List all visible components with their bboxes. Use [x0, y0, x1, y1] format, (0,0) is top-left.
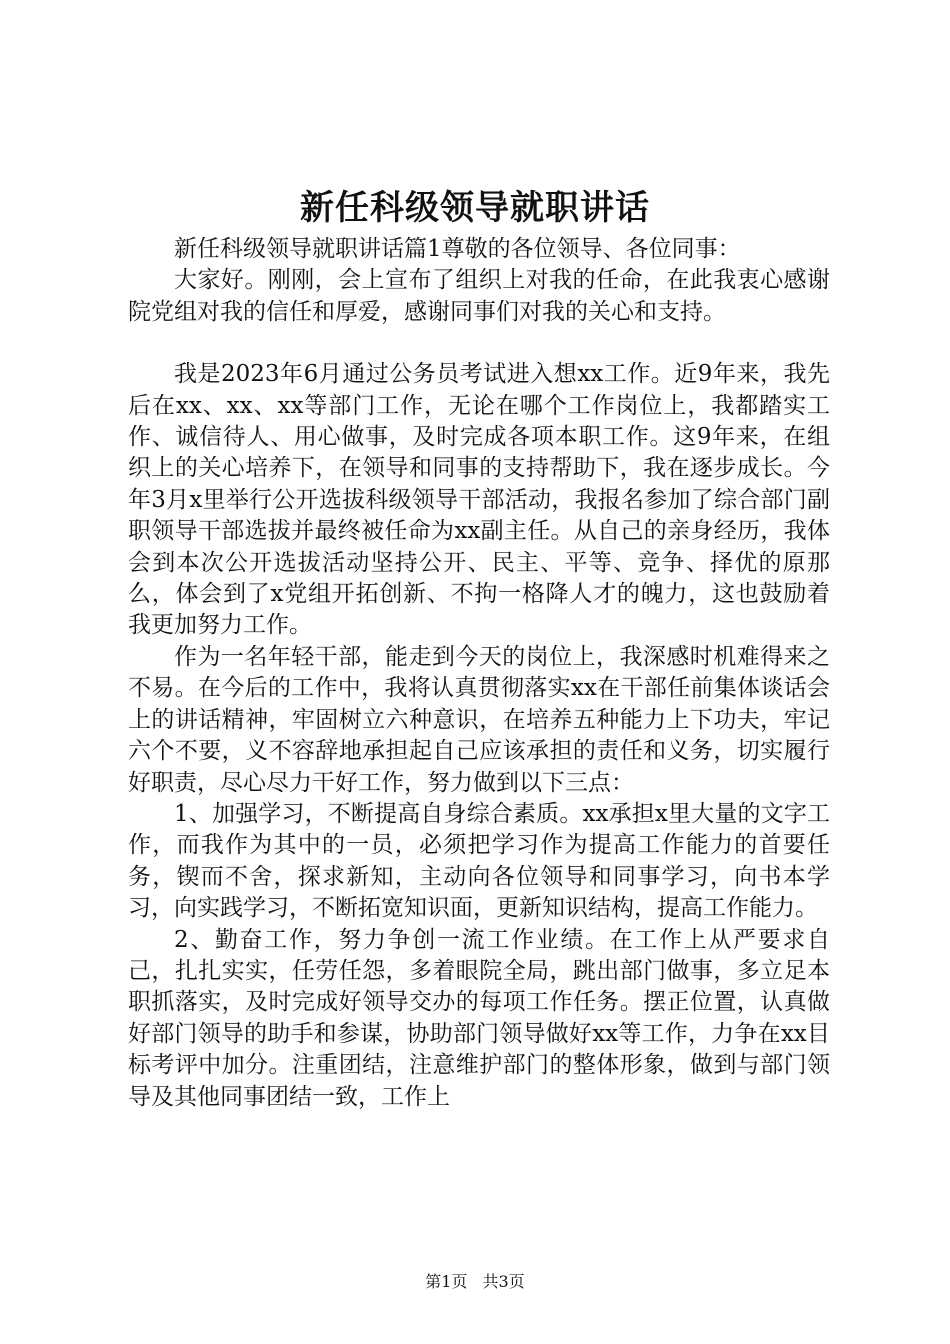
paragraph-commitment: 作为一名年轻干部，能走到今天的岗位上，我深感时机难得来之不易。在今后的工作中，我将认真贯彻落实xx在干部任前集体谈话会上的讲话精神，牢固树立六种意识，在培养五种能力上下功夫，牢记六个不要，义不容辞地承担起自己应该承担的责任和义务，切实履行好职责，尽心尽力干好工作，努力做到以下三点：	[128, 643, 830, 796]
document-title: 新任科级领导就职讲话	[300, 188, 650, 228]
page-footer	[0, 1270, 950, 1294]
paragraph-salutation: 新任科级领导就职讲话篇1尊敬的各位领导、各位同事：	[174, 236, 741, 262]
paragraph-point-2: 2、勤奋工作，努力争创一流工作业绩。在工作上从严要求自己，扎扎实实，任劳任怨，多着眼院全局，跳出部门做事，多立足本职抓落实，及时完成好领导交办的每项工作任务。摆正位置，认真做好部门领导的助手和参谋，协助部门领导做好xx等工作，力争在xx目标考评中加分。注重团结，注意维护部门的整体形象，做到与部门领导及其他同事团结一致，工作上	[128, 926, 830, 1110]
page-number: 第1页	[425, 1272, 468, 1291]
paragraph-greeting: 大家好。刚刚，会上宣布了组织上对我的任命，在此我衷心感谢院党组对我的信任和厚爱，感谢同事们对我的关心和支持。	[128, 267, 830, 325]
paragraph-background: 我是2023年6月通过公务员考试进入想xx工作。近9年来，我先后在xx、xx、xx等部门工作，无论在哪个工作岗位上，我都踏实工作、诚信待人、用心做事，及时完成各项本职工作。这9年来，在组织上的关心培养下，在领导和同事的支持帮助下，我在逐步成长。今年3月x里举行公开选拔科级领导干部活动，我报名参加了综合部门副职领导干部选拔并最终被任命为xx副主任。从自己的亲身经历，我体会到本次公开选拔活动坚持公开、民主、平等、竞争、择优的原那么，体会到了x党组开拓创新、不拘一格降人才的魄力，这也鼓励着我更加努力工作。	[128, 361, 830, 639]
paragraph-spacer	[128, 328, 830, 359]
paragraph-point-1: 1、加强学习，不断提高自身综合素质。xx承担x里大量的文字工作，而我作为其中的一员，必须把学习作为提高工作能力的首要任务，锲而不舍，探求新知，主动向各位领导和同事学习，向书本学习，向实践学习，不断拓宽知识面，更新知识结构，提高工作能力。	[128, 800, 830, 922]
page-total: 共3页	[482, 1272, 525, 1291]
document-body	[128, 234, 830, 1113]
